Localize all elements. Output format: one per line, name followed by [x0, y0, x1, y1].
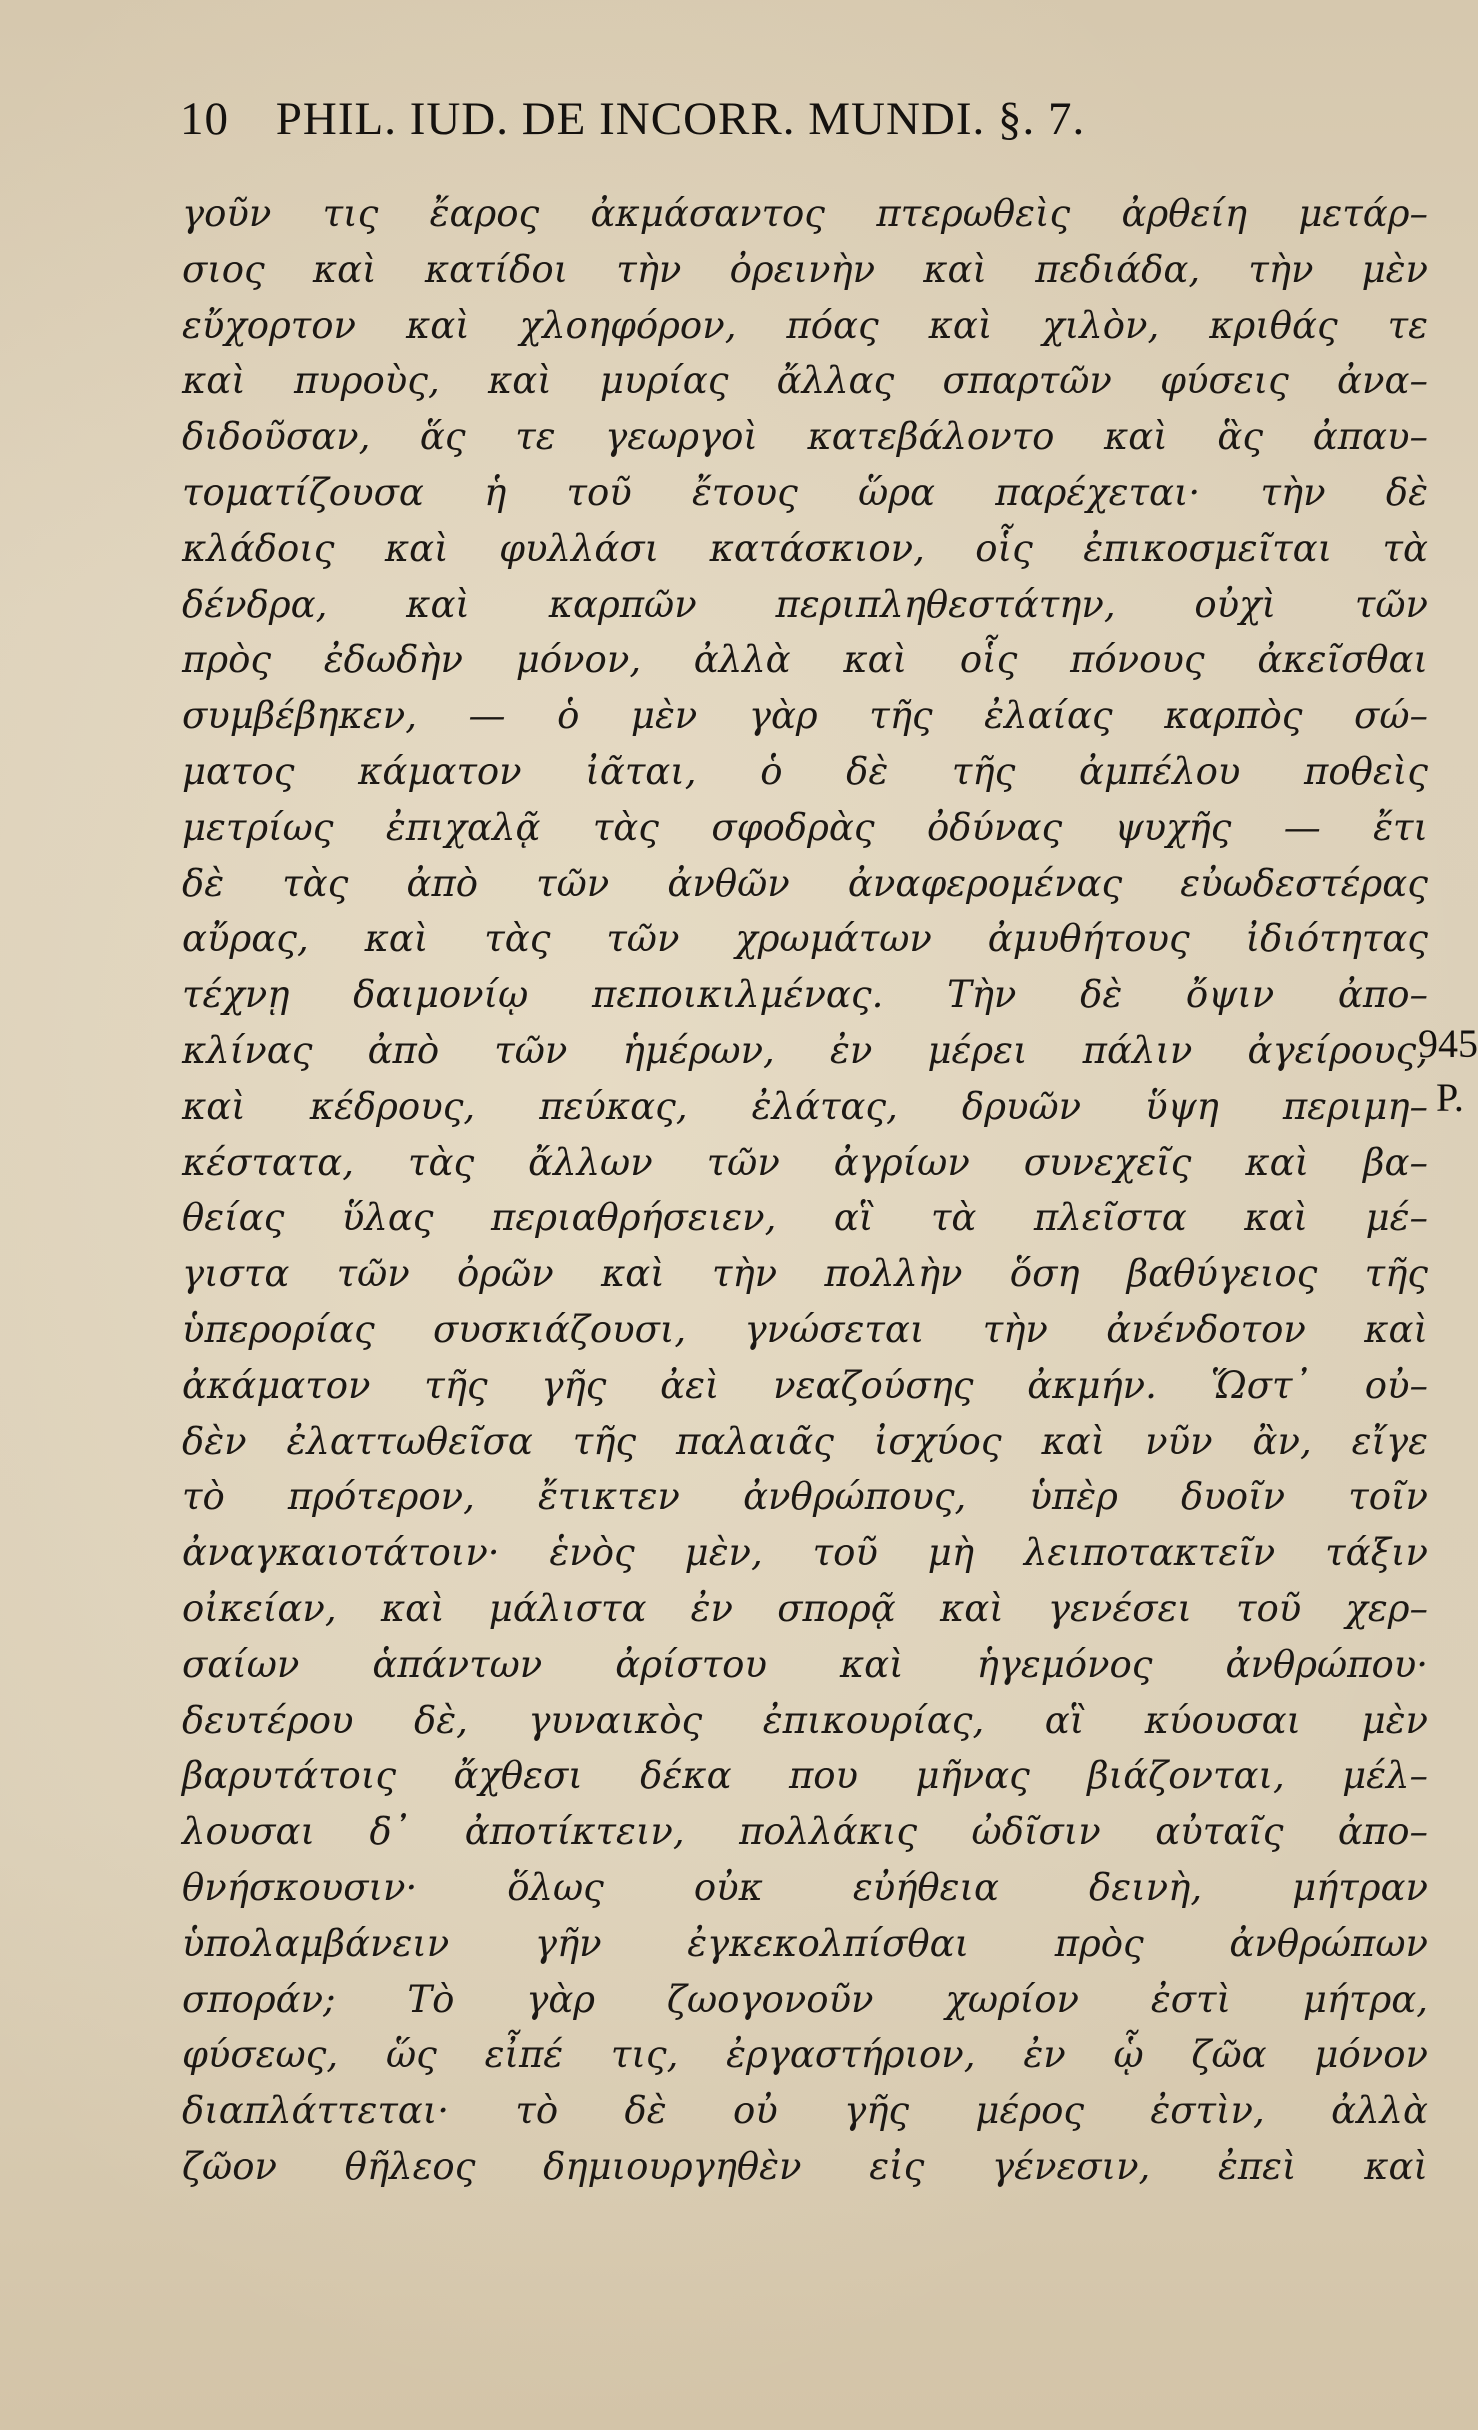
text-line: κλίνας ἀπὸ τῶν ἡμέρων, ἐν μέρει πάλιν ἀγείρους,: [182, 1028, 1428, 1072]
text-line: γιστα τῶν ὀρῶν καὶ τὴν πολλὴν ὅση βαθύγειος τῆς: [182, 1252, 1428, 1296]
text-line: λουσαι δ᾽ ἀποτίκτειν, πολλάκις ὠδῖσιν αὐταῖς ἀπο–: [182, 1810, 1428, 1854]
text-line: ἀκάματον τῆς γῆς ἀεὶ νεαζούσης ἀκμήν. Ὥστ᾽ οὐ–: [182, 1363, 1428, 1407]
text-line: δὲ τὰς ἀπὸ τῶν ἀνθῶν ἀναφερομένας εὐωδεστέρας: [182, 861, 1428, 905]
margin-page-reference: 945: [1418, 1021, 1478, 1066]
text-line: τέχνῃ δαιμονίῳ πεποικιλμένας. Τὴν δὲ ὄψιν ἀπο–: [182, 973, 1428, 1017]
text-line: σιος καὶ κατίδοι τὴν ὀρεινὴν καὶ πεδιάδα, τὴν μὲν: [182, 247, 1428, 291]
text-line: τὸ πρότερον, ἔτικτεν ἀνθρώπους, ὑπὲρ δυοῖν τοῖν: [182, 1475, 1428, 1519]
text-line: πρὸς ἐδωδὴν μόνον, ἀλλὰ καὶ οἷς πόνους ἀκεῖσθαι: [182, 638, 1428, 682]
text-line: βαρυτάτοις ἄχθεσι δέκα που μῆνας βιάζονται, μέλ–: [182, 1754, 1428, 1798]
text-line: αὔρας, καὶ τὰς τῶν χρωμάτων ἀμυθήτους ἰδιότητας: [182, 917, 1428, 961]
text-line: δὲν ἐλαττωθεῖσα τῆς παλαιᾶς ἰσχύος καὶ νῦν ἂν, εἴγε: [182, 1419, 1428, 1463]
text-line: οἰκείαν, καὶ μάλιστα ἐν σπορᾷ καὶ γενέσει τοῦ χερ–: [182, 1586, 1428, 1630]
text-line: καὶ πυροὺς, καὶ μυρίας ἄλλας σπαρτῶν φύσεις ἀνα–: [182, 359, 1428, 403]
text-line: δένδρα, καὶ καρπῶν περιπληθεστάτην, οὐχὶ τῶν: [182, 582, 1428, 626]
text-line: κλάδοις καὶ φυλλάσι κατάσκιον, οἷς ἐπικοσμεῖται τὰ: [182, 526, 1428, 570]
text-line: καὶ κέδρους, πεύκας, ἐλάτας, δρυῶν ὕψη περιμη–: [182, 1084, 1428, 1128]
text-line: ὑπολαμβάνειν γῆν ἐγκεκολπίσθαι πρὸς ἀνθρώπων: [182, 1921, 1428, 1965]
page-number: 10: [180, 93, 229, 145]
text-line: φύσεως, ὥς εἶπέ τις, ἐργαστήριον, ἐν ᾧ ζῶα μόνον: [182, 2033, 1428, 2077]
text-line: γοῦν τις ἔαρος ἀκμάσαντος πτερωθεὶς ἀρθείη μετάρ–: [182, 192, 1428, 235]
text-line: διαπλάττεται· τὸ δὲ οὐ γῆς μέρος ἐστὶν, ἀλλὰ: [182, 2089, 1428, 2133]
margin-edition-reference: P.: [1436, 1075, 1464, 1120]
text-line: διδοῦσαν, ἅς τε γεωργοὶ κατεβάλοντο καὶ ἃς ἀπαυ–: [182, 415, 1428, 459]
text-line: ἀναγκαιοτάτοιν· ἑνὸς μὲν, τοῦ μὴ λειποτακτεῖν τάξιν: [182, 1531, 1428, 1575]
text-line: κέστατα, τὰς ἄλλων τῶν ἀγρίων συνεχεῖς καὶ βα–: [182, 1140, 1428, 1184]
text-line: εὔχορτον καὶ χλοηφόρον, πόας καὶ χιλὸν, κριθάς τε: [182, 303, 1428, 347]
greek-body-text: [182, 186, 1428, 2195]
text-line: τοματίζουσα ἡ τοῦ ἔτους ὥρα παρέχεται· τὴν δὲ: [182, 470, 1428, 514]
text-line: ματος κάματον ἰᾶται, ὁ δὲ τῆς ἀμπέλου ποθεὶς: [182, 749, 1428, 793]
text-line: ζῶον θῆλεος δημιουργηθὲν εἰς γένεσιν, ἐπεὶ καὶ: [182, 2144, 1428, 2188]
running-head: [180, 92, 1280, 152]
text-line: σποράν; Τὸ γὰρ ζωογονοῦν χωρίον ἐστὶ μήτρα,: [182, 1977, 1428, 2021]
running-head-title: PHIL. IUD. DE INCORR. MUNDI. §. 7.: [275, 93, 1086, 145]
text-line: δευτέρου δὲ, γυναικὸς ἐπικουρίας, αἳ κύουσαι μὲν: [182, 1698, 1428, 1742]
text-line: ὑπερορίας συσκιάζουσι, γνώσεται τὴν ἀνένδοτον καὶ: [182, 1307, 1428, 1351]
text-line: θνήσκουσιν· ὅλως οὐκ εὐήθεια δεινὴ, μήτραν: [182, 1865, 1428, 1909]
text-line: σαίων ἁπάντων ἀρίστου καὶ ἡγεμόνος ἀνθρώπου·: [182, 1642, 1428, 1686]
text-line: θείας ὕλας περιαθρήσειεν, αἳ τὰ πλεῖστα καὶ μέ–: [182, 1196, 1428, 1240]
text-line: συμβέβηκεν, — ὁ μὲν γὰρ τῆς ἐλαίας καρπὸς σώ–: [182, 694, 1428, 738]
text-line: μετρίως ἐπιχαλᾷ τὰς σφοδρὰς ὀδύνας ψυχῆς — ἔτι: [182, 805, 1428, 849]
